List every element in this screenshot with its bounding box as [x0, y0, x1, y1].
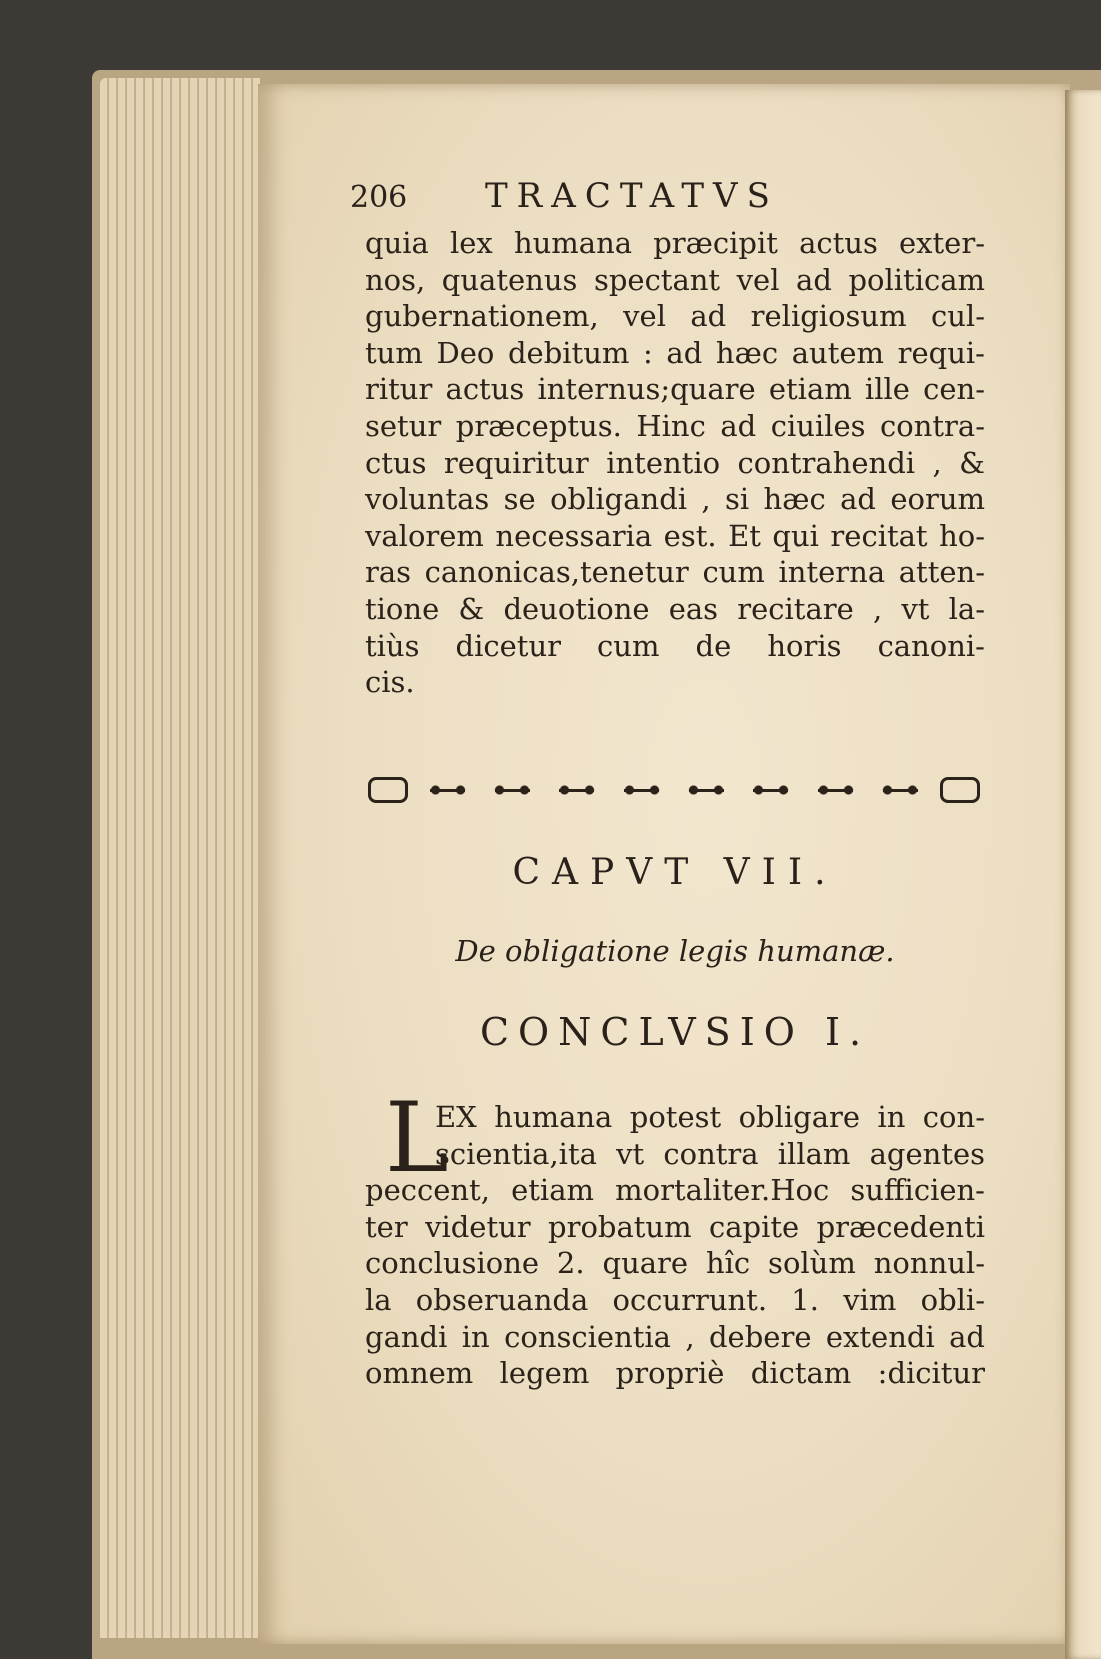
paragraph-1 [365, 225, 985, 701]
facing-page-edge [1065, 90, 1101, 1659]
page-number: 206 [350, 180, 408, 215]
text-line: omnem legem propriè dictam :dicitur [365, 1356, 985, 1391]
text-line: nos, quatenus spectant vel ad politicam [365, 262, 985, 297]
paragraph-2 [365, 1099, 985, 1392]
ornamental-divider [368, 775, 980, 805]
ornament-icon [552, 779, 602, 801]
ornament-icon [617, 779, 667, 801]
text-line: tione & deuotione eas recitare , vt la- [365, 591, 985, 626]
text-line: quia lex humana præcipit actus exter- [365, 226, 985, 260]
ornament-icon [746, 779, 796, 801]
page-header [350, 176, 990, 230]
ornament-icon [875, 779, 925, 801]
text-line: tiùs dicetur cum de horis canoni- [365, 628, 985, 663]
text-line: conclusione 2. quare hîc solùm nonnul- [365, 1246, 985, 1281]
chapter-title: CAPVT VII. [512, 852, 838, 893]
text-line: ras canonicas,tenetur cum interna atten- [365, 555, 985, 590]
chapter-subtitle: De obligatione legis humanæ. [455, 934, 895, 968]
ornament-icon [811, 779, 861, 801]
text-line: gubernationem, vel ad religiosum cul- [365, 299, 985, 334]
text-line: EX humana potest obligare in con- [435, 1100, 985, 1134]
text-line: ritur actus internus;quare etiam ille cen- [365, 372, 985, 407]
ornament-end-icon [368, 777, 408, 803]
text-line: valorem necessaria est. Et qui recitat ho- [365, 518, 985, 553]
ornament-end-icon [940, 777, 980, 803]
ornament-icon [423, 779, 473, 801]
page-edges [100, 78, 260, 1638]
text-line: tum Deo debitum : ad hæc autem requi- [365, 335, 985, 370]
text-line: cis. [365, 665, 415, 700]
text-line: voluntas se obligandi , si hæc ad eorum [365, 482, 985, 517]
text-line: ctus requiritur intentio contrahendi , & [365, 445, 985, 480]
ornament-icon [487, 779, 537, 801]
text-line: setur præceptus. Hinc ad ciuiles contra- [365, 408, 985, 443]
text-line: ter videtur probatum capite præcedenti [365, 1209, 985, 1244]
running-title: TRACTATVS [485, 176, 779, 216]
text-line: la obseruanda occurrunt. 1. vim obli- [365, 1282, 985, 1317]
conclusion-heading: CONCLVSIO I. [479, 1010, 871, 1054]
text-line: gandi in conscientia , debere extendi ad [365, 1319, 985, 1354]
ornament-icon [681, 779, 731, 801]
drop-cap: L [385, 1082, 449, 1194]
text-line: peccent, etiam mortaliter.Hoc sufficien- [365, 1173, 985, 1208]
text-line: scientia,ita vt contra illam agentes [435, 1136, 985, 1171]
